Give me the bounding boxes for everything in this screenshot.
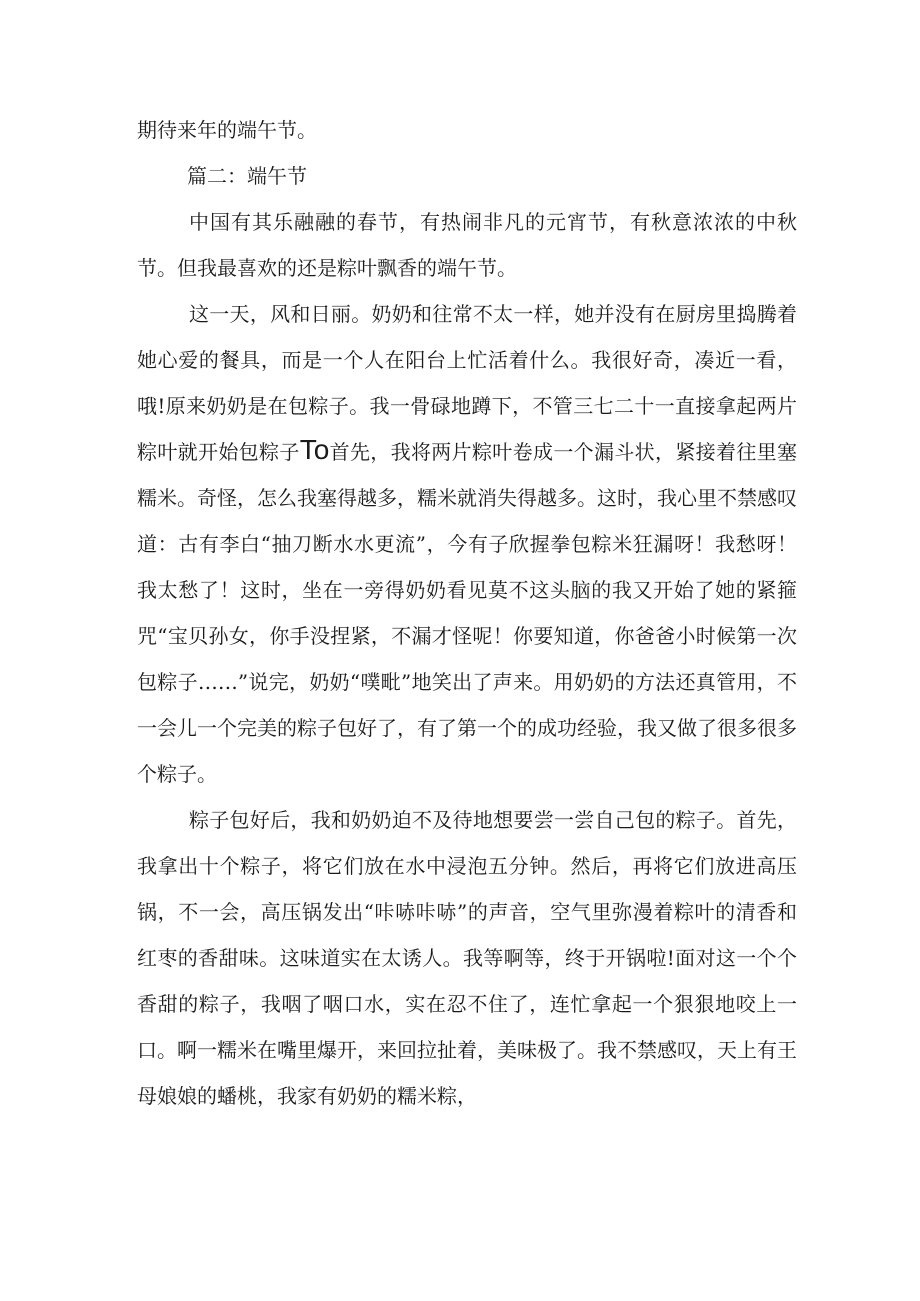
paragraph-wrapping-zongzi	[137, 291, 797, 797]
paragraph-cooking-zongzi: 粽子包好后，我和奶奶迫不及待地想要尝一尝自己包的粽子。首先，我拿出十个粽子，将它们放在水中浸泡五分钟。然后，再将它们放进高压锅，不一会，高压锅发出“咔哧咔哧”的声音，空气里弥漫着粽叶的清香和红枣的香甜味。这味道实在太诱人。我等啊等，终于开锅啦!面对这一个个香甜的粽子，我咽了咽口水，实在忍不住了，连忙拿起一个狠狠地咬上一口。啊一糯米在嘴里爆开，来回拉扯着，美味极了。我不禁感叹，天上有王母娘娘的蟠桃，我家有奶奶的糯米粽，	[137, 808, 797, 1108]
document-body	[137, 107, 797, 1119]
paragraph-intro: 中国有其乐融融的春节，有热闹非凡的元宵节，有秋意浓浓的中秋节。但我最喜欢的还是粽叶飘香的端午节。	[137, 210, 797, 280]
paragraph-text: 这一天，风和日丽。奶奶和往常不太一样，她并没有在厨房里捣腾着她心爱的餐具，而是一个人在阳台上忙活着什么。我很好奇，凑近一看，哦!原来奶奶是在包粽子。我一骨碌地蹲下，不管三七二十一直接拿起两片粽叶就开始包粽子	[137, 302, 797, 464]
section-title: 篇二：端午节	[187, 164, 307, 188]
continuation-line: 期待来年的端午节。	[137, 118, 317, 142]
stray-latin-text: To	[299, 434, 330, 465]
paragraph-text: 首先，我将两片粽叶卷成一个漏斗状，紧接着往里塞糯米。奇怪，怎么我塞得越多，糯米就消失得越多。这时，我心里不禁感叹道：古有李白“抽刀断水水更流”，今有子欣握拳包粽米狂漏呀！我愁呀！我太愁了！这时，坐在一旁得奶奶看见莫不这头脑的我又开始了她的紧箍咒“宝贝孙女，你手没捏紧，不漏才怪呢！你要知道，你爸爸小时候第一次包粽子……”说完，奶奶“噗毗”地笑出了声来。用奶奶的方法还真管用，不一会儿一个完美的粽子包好了，有了第一个的成功经验，我又做了很多很多个粽子。	[137, 440, 798, 786]
